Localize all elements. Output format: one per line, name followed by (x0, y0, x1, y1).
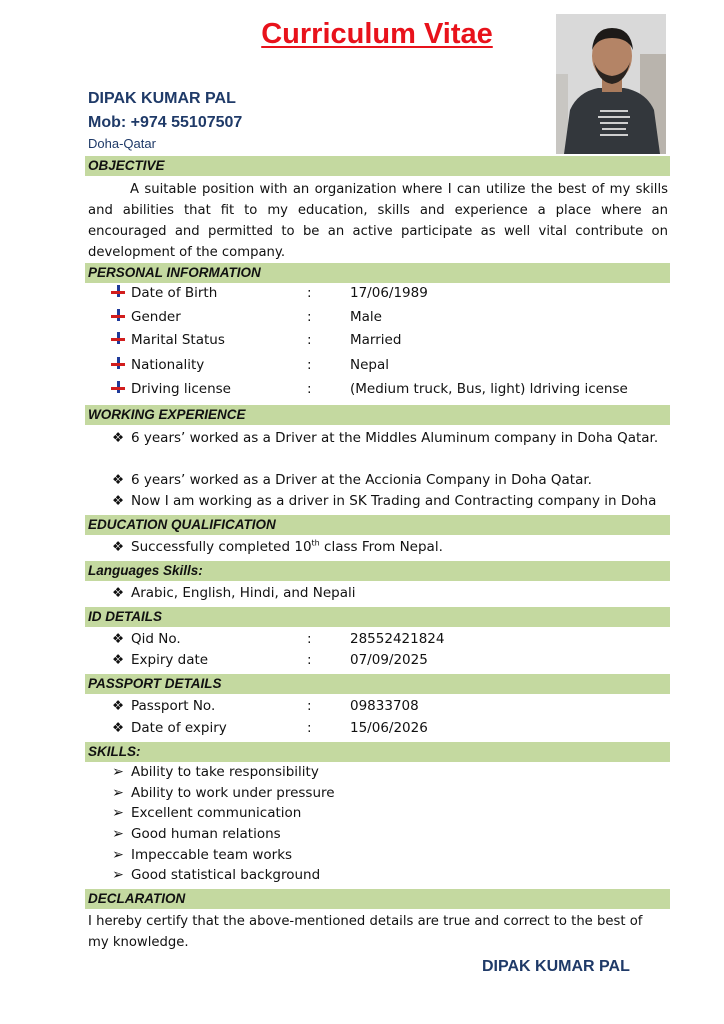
passport-row-number (108, 696, 678, 717)
field-label: Date of Birth (131, 285, 218, 301)
document-title: Curriculum Vitae (261, 18, 493, 50)
skill-item (108, 865, 678, 886)
experience-text: 6 years’ worked as a Driver at the Accionia Company in Doha Qatar. (131, 472, 592, 488)
field-value: Married (350, 332, 402, 348)
skill-text: Impeccable team works (131, 847, 293, 863)
skill-item (108, 762, 678, 783)
section-heading-objective: OBJECTIVE (85, 156, 670, 176)
arrow-bullet-icon: ➢ (112, 826, 124, 842)
field-separator: : (307, 332, 312, 348)
personal-row-marital-status (108, 330, 678, 351)
languages-text: Arabic, English, Hindi, and Nepali (131, 585, 356, 601)
skill-text: Excellent communication (131, 805, 302, 821)
pin-bullet-icon (108, 283, 128, 304)
arrow-bullet-icon: ➢ (112, 764, 124, 780)
section-heading-education: EDUCATION QUALIFICATION (85, 515, 670, 535)
skill-text: Ability to work under pressure (131, 785, 335, 801)
section-heading-skills: SKILLS: (85, 742, 670, 762)
diamond-bullet-icon: ❖ (111, 652, 125, 668)
arrow-bullet-icon: ➢ (112, 805, 124, 821)
section-heading-id-details: ID DETAILS (85, 607, 670, 627)
section-heading-working-experience: WORKING EXPERIENCE (85, 405, 670, 425)
id-row-expiry (108, 650, 678, 671)
field-value: 28552421824 (350, 631, 445, 647)
field-value: (Medium truck, Bus, light) ldriving icense (350, 381, 628, 397)
diamond-bullet-icon: ❖ (111, 539, 125, 555)
field-label: Passport No. (131, 698, 216, 714)
experience-item (108, 491, 678, 512)
skill-text: Good statistical background (131, 867, 321, 883)
field-separator: : (307, 285, 312, 301)
field-separator: : (307, 381, 312, 397)
diamond-bullet-icon: ❖ (111, 720, 125, 736)
experience-item (108, 470, 678, 491)
field-separator: : (307, 698, 312, 714)
field-separator: : (307, 631, 312, 647)
section-heading-languages: Languages Skills: (85, 561, 670, 581)
education-text: Successfully completed 10th class From Nepal. (131, 538, 443, 555)
skill-item (108, 803, 678, 824)
diamond-bullet-icon: ❖ (111, 631, 125, 647)
field-label: Marital Status (131, 332, 225, 348)
field-value: Male (350, 309, 382, 325)
field-label: Date of expiry (131, 720, 227, 736)
personal-row-gender (108, 307, 678, 328)
field-label: Nationality (131, 357, 205, 373)
declaration-text: I hereby certify that the above-mentioned details are true and correct to the best of my knowledge. (88, 914, 643, 950)
field-separator: : (307, 357, 312, 373)
experience-text: Now I am working as a driver in SK Trading and Contracting company in Doha (131, 493, 657, 509)
passport-row-expiry (108, 718, 678, 739)
field-separator: : (307, 652, 312, 668)
diamond-bullet-icon: ❖ (111, 698, 125, 714)
field-value: 07/09/2025 (350, 652, 428, 668)
objective-text: A suitable position with an organization where I can utilize the best of my skills and abilities that fit to my education, skills and experience a place where an encouraged and permitted to be an active participate as well vital contribute on development of the company. (88, 182, 668, 260)
id-row-qid (108, 629, 678, 650)
pin-bullet-icon (108, 355, 128, 376)
arrow-bullet-icon: ➢ (112, 847, 124, 863)
languages-item (108, 583, 678, 604)
diamond-bullet-icon: ❖ (111, 493, 125, 509)
diamond-bullet-icon: ❖ (111, 430, 125, 446)
field-separator: : (307, 720, 312, 736)
person-photo-icon (556, 14, 666, 154)
skill-item (108, 845, 678, 866)
arrow-bullet-icon: ➢ (112, 867, 124, 883)
field-value: 17/06/1989 (350, 285, 428, 301)
skill-text: Good human relations (131, 826, 281, 842)
arrow-bullet-icon: ➢ (112, 785, 124, 801)
section-heading-personal-information: PERSONAL INFORMATION (85, 263, 670, 283)
personal-row-driving-license (108, 379, 678, 400)
personal-row-dob (108, 283, 678, 304)
pin-bullet-icon (108, 379, 128, 400)
field-value: 15/06/2026 (350, 720, 428, 736)
experience-item (108, 428, 668, 449)
field-value: 09833708 (350, 698, 419, 714)
skill-text: Ability to take responsibility (131, 764, 319, 780)
field-label: Qid No. (131, 631, 181, 647)
field-value: Nepal (350, 357, 389, 373)
field-label: Expiry date (131, 652, 209, 668)
section-heading-passport-details: PASSPORT DETAILS (85, 674, 670, 694)
experience-text: 6 years’ worked as a Driver at the Middles Aluminum company in Doha Qatar. (131, 430, 659, 446)
signature-name: DIPAK KUMAR PAL (482, 958, 630, 975)
education-item (108, 537, 678, 558)
diamond-bullet-icon: ❖ (111, 472, 125, 488)
profile-photo (556, 14, 666, 154)
skill-item (108, 783, 678, 804)
mobile-number: Mob: +974 55107507 (88, 114, 243, 131)
diamond-bullet-icon: ❖ (111, 585, 125, 601)
skill-item (108, 824, 678, 845)
pin-bullet-icon (108, 307, 128, 328)
pin-bullet-icon (108, 330, 128, 351)
field-separator: : (307, 309, 312, 325)
section-heading-declaration: DECLARATION (85, 889, 670, 909)
field-label: Gender (131, 309, 181, 325)
field-label: Driving license (131, 381, 231, 397)
location: Doha-Qatar (88, 136, 156, 151)
candidate-name: DIPAK KUMAR PAL (88, 90, 236, 107)
personal-row-nationality (108, 355, 678, 376)
